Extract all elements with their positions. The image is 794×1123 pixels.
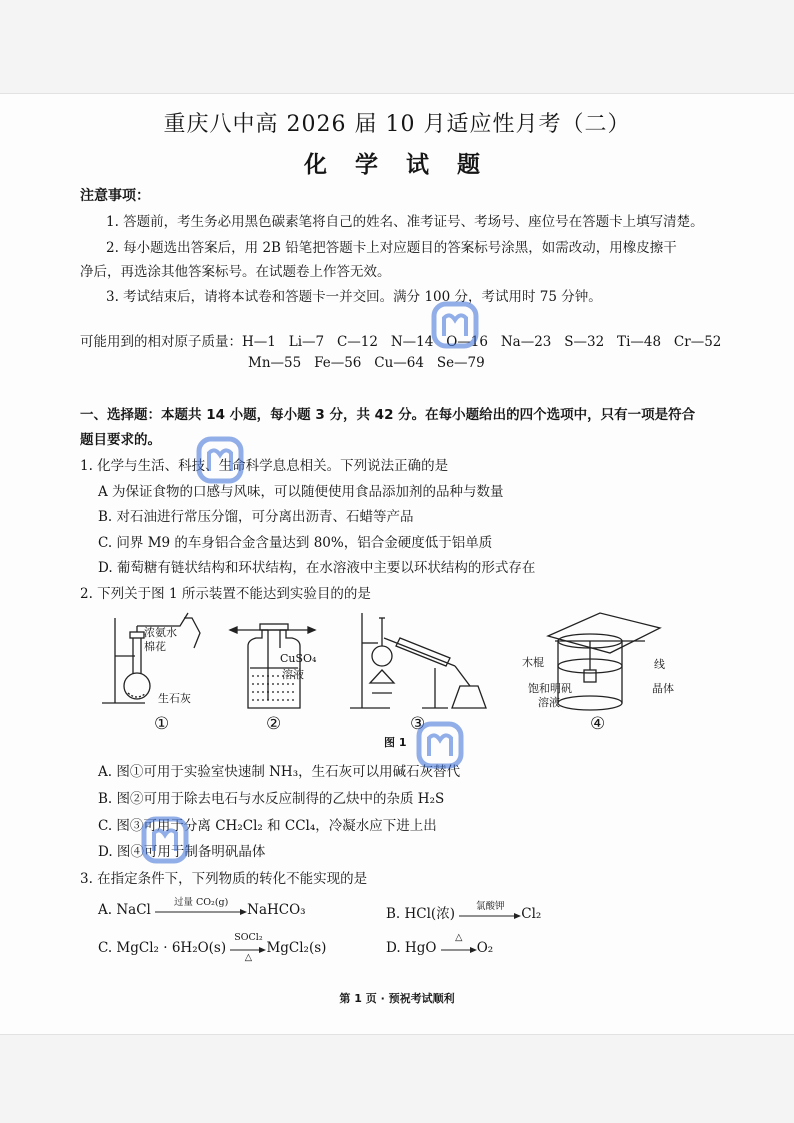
figure-num-2: ② bbox=[266, 714, 282, 734]
q1-option-c: C. 问界 M9 的车身铝合金含量达到 80%，铝合金硬度低于铝单质 bbox=[98, 535, 493, 551]
q3-a-product: NaHCO₃ bbox=[247, 902, 306, 918]
figure-caption: 图 1 bbox=[384, 736, 407, 749]
q2-option-d: D. 图④可用于制备明矾晶体 bbox=[98, 844, 266, 860]
q3-c-reactant: C. MgCl₂ · 6H₂O(s) bbox=[98, 940, 227, 956]
notice-item-1: 1. 答题前，考生务必用黑色碳素笔将自己的姓名、准考证号、考场号、座位号在答题卡上填写清楚。 bbox=[106, 214, 704, 230]
q3-option-d bbox=[386, 931, 494, 956]
apparatus-3-distillation bbox=[350, 613, 486, 708]
q3-option-a bbox=[98, 896, 306, 918]
q3-a-arrow bbox=[155, 896, 247, 918]
q3-b-condition: 氯酸钾 bbox=[476, 900, 505, 912]
atomic-mass-values-1: H—1 Li—7 C—12 N—14 O—16 Na—23 S—32 Ti—48 Cr—52 bbox=[242, 334, 722, 350]
q3-d-arrow bbox=[441, 931, 477, 956]
notice-item-2: 2. 每小题选出答案后，用 2B 铅笔把答题卡上对应题目的答案标号涂黑，如需改动，用橡皮擦干 bbox=[106, 240, 677, 256]
label-alum-solution: 溶液 bbox=[538, 696, 560, 709]
atomic-mass-label: 可能用到的相对原子质量： bbox=[80, 334, 242, 350]
q3-option-c bbox=[98, 931, 327, 963]
watermark-logo-icon bbox=[415, 720, 465, 770]
reaction-arrow-icon bbox=[155, 909, 247, 915]
watermark-logo-icon bbox=[195, 435, 245, 485]
q3-b-product: Cl₂ bbox=[521, 906, 542, 922]
atomic-mass-line-2: Mn—55 Fe—56 Cu—64 Se—79 bbox=[248, 355, 485, 371]
q3-stem: 3. 在指定条件下，下列物质的转化不能实现的是 bbox=[80, 871, 368, 887]
q2-stem: 2. 下列关于图 1 所示装置不能达到实验目的的是 bbox=[80, 586, 371, 602]
q3-a-reactant: A. NaCl bbox=[98, 902, 151, 918]
q1-option-a: A 为保证食物的口感与风味，可以随便使用食品添加剂的品种与数量 bbox=[98, 484, 504, 500]
figure-1 bbox=[100, 608, 700, 748]
q3-a-condition: 过量 CO₂(g) bbox=[173, 896, 229, 908]
label-crystal: 晶体 bbox=[652, 682, 674, 695]
exam-subject: 化 学 试 题 bbox=[303, 152, 491, 178]
section-heading: 一、选择题：本题共 14 小题，每小题 3 分，共 42 分。在每小题给出的四个选项中，只有一项是符合 bbox=[80, 407, 696, 423]
q3-c-product: MgCl₂(s) bbox=[266, 940, 327, 956]
notice-item-3: 3. 考试结束后，请将本试卷和答题卡一并交回。满分 100 分，考试用时 75 分钟。 bbox=[106, 289, 602, 305]
q1-option-d: D. 葡萄糖有链状结构和环状结构，在水溶液中主要以环状结构的形式存在 bbox=[98, 560, 536, 576]
q2-option-b: B. 图②可用于除去电石与水反应制得的乙炔中的杂质 H₂S bbox=[98, 791, 445, 807]
label-cuso4-solution: 溶液 bbox=[282, 668, 304, 681]
exam-title: 重庆八中高 2026 届 10 月适应性月考（二） bbox=[163, 112, 631, 137]
q3-d-reactant: D. HgO bbox=[386, 940, 437, 956]
figure-num-4: ④ bbox=[590, 714, 606, 734]
reaction-arrow-icon bbox=[441, 947, 477, 953]
label-ammonia: 浓氨水 bbox=[144, 626, 177, 639]
label-cotton: 棉花 bbox=[144, 640, 166, 653]
q3-b-reactant: B. HCl(浓) bbox=[386, 906, 455, 922]
watermark-logo-icon bbox=[430, 300, 480, 350]
figure-num-1: ① bbox=[154, 714, 170, 734]
q2-option-a: A. 图①可用于实验室快速制 NH₃，生石灰可以用碱石灰替代 bbox=[98, 764, 461, 780]
apparatus-drawing bbox=[100, 608, 700, 748]
q2-option-c: C. 图③可用于分离 CH₂Cl₂ 和 CCl₄，冷凝水应下进上出 bbox=[98, 818, 437, 834]
label-stick: 木棍 bbox=[522, 656, 544, 669]
notice-heading: 注意事项： bbox=[80, 188, 150, 204]
q3-d-product: O₂ bbox=[476, 940, 494, 956]
label-lime: 生石灰 bbox=[158, 692, 191, 705]
label-cuso4: CuSO₄ bbox=[280, 652, 317, 665]
figure-num-3: ③ bbox=[410, 714, 426, 734]
label-thread: 线 bbox=[654, 658, 665, 671]
q3-d-condition: △ bbox=[455, 931, 463, 943]
q1-option-b: B. 对石油进行常压分馏，可分离出沥青、石蜡等产品 bbox=[98, 509, 414, 525]
q3-c-condition: SOCl₂ bbox=[234, 931, 263, 943]
q3-option-b bbox=[386, 902, 541, 922]
q3-b-arrow bbox=[459, 900, 521, 922]
reaction-arrow-icon bbox=[459, 913, 521, 919]
section-heading-cont: 题目要求的。 bbox=[80, 432, 161, 448]
watermark-logo-icon bbox=[140, 815, 190, 865]
atomic-mass-line-1 bbox=[80, 330, 721, 350]
page-footer: 第 1 页 · 预祝考试顺利 bbox=[339, 992, 455, 1005]
label-alum: 饱和明矾 bbox=[528, 682, 572, 695]
q1-stem: 1. 化学与生活、科技、生命科学息息相关。下列说法正确的是 bbox=[80, 458, 449, 474]
q3-c-heat: △ bbox=[244, 951, 253, 963]
notice-item-2-cont: 净后，再选涂其他答案标号。在试题卷上作答无效。 bbox=[80, 264, 391, 280]
q3-c-arrow bbox=[230, 931, 266, 963]
